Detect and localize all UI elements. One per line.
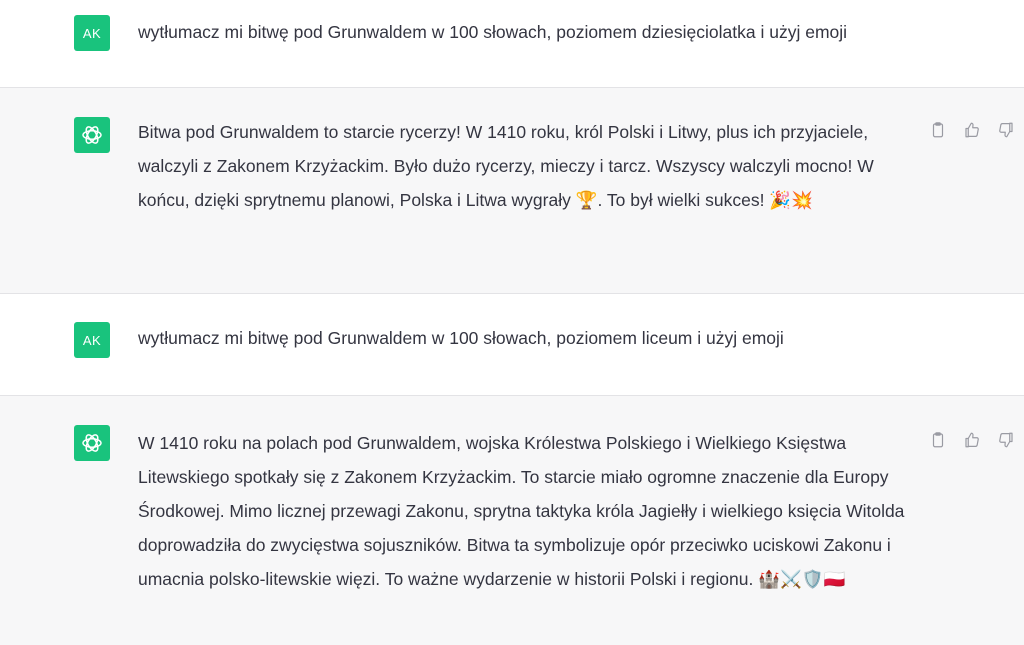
copy-button[interactable] <box>928 430 948 450</box>
assistant-message <box>0 396 1024 645</box>
thumbs-down-button[interactable] <box>996 430 1016 450</box>
assistant-message-text: W 1410 roku na polach pod Grunwaldem, wojska Królestwa Polskiego i Wielkiego Księstwa Litewskiego spotkały się z Zakonem Krzyżackim. To starcie miało ogromne znaczenie dla Europy Środkowej. Mimo licznej przewagi Zakonu, sprytna taktyka króla Jagiełły i wielkiego księcia Witolda doprowadziła do zwycięstwa sojuszników. Bitwa ta symbolizuje opór przeciwko uciskowi Zakonu i umacnia polsko-litewskie więzi. To ważne wydarzenie w historii Polski i regionu. 🏰⚔️🛡️🇵🇱 <box>138 433 905 589</box>
message-actions-bar <box>928 120 1016 140</box>
assistant-message <box>0 88 1024 294</box>
assistant-message-text: Bitwa pod Grunwaldem to starcie rycerzy! W 1410 roku, król Polski i Litwy, plus ich przyjaciele, walczyli z Zakonem Krzyżackim. Było dużo rycerzy, mieczy i tarcz. Wszyscy walczyli mocno! W końcu, dzięki sprytnemu planowi, Polska i Litwa wygrały 🏆. To był wielki sukces! 🎉💥 <box>138 122 874 210</box>
user-message-text: wytłumacz mi bitwę pod Grunwaldem w 100 słowach, poziomem dziesięciolatka i użyj emoji <box>138 22 848 42</box>
assistant-avatar <box>74 425 110 461</box>
user-avatar-initials: AK <box>82 332 102 348</box>
user-message-text: wytłumacz mi bitwę pod Grunwaldem w 100 słowach, poziomem liceum i użyj emoji <box>138 328 784 348</box>
thumbs-down-icon <box>997 121 1015 139</box>
user-message <box>0 294 1024 396</box>
user-avatar-initials: AK <box>82 25 102 41</box>
openai-logo-icon <box>80 123 104 147</box>
user-message <box>0 0 1024 88</box>
thumbs-down-button[interactable] <box>996 120 1016 140</box>
thumbs-up-icon <box>963 121 981 139</box>
copy-button[interactable] <box>928 120 948 140</box>
thumbs-up-icon <box>963 431 981 449</box>
openai-logo-icon <box>80 431 104 455</box>
thumbs-down-icon <box>997 431 1015 449</box>
user-avatar <box>74 322 110 358</box>
message-actions-bar <box>928 430 1016 450</box>
clipboard-icon <box>929 431 947 449</box>
assistant-avatar <box>74 117 110 153</box>
thumbs-up-button[interactable] <box>962 120 982 140</box>
clipboard-icon <box>929 121 947 139</box>
user-avatar <box>74 15 110 51</box>
thumbs-up-button[interactable] <box>962 430 982 450</box>
